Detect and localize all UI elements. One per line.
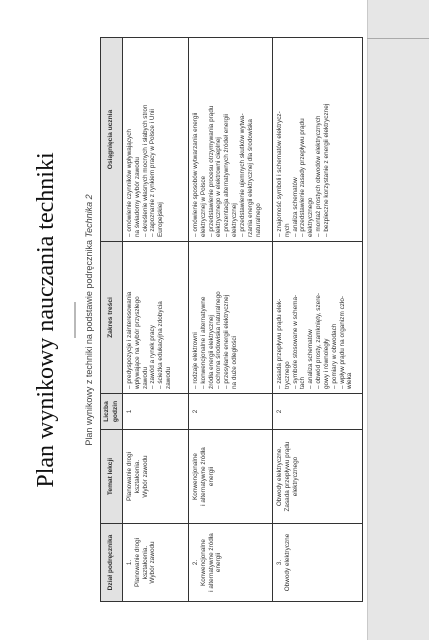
title-rule xyxy=(74,302,76,338)
list-item: – przedstawienie procesu otrzymywania prądu elektrycznego w elektrowni cieplnej xyxy=(207,105,223,237)
outcomes-cell-list xyxy=(192,42,262,237)
content-cell-list xyxy=(192,246,239,389)
list-item: – obwód prosty, zamknięty, szere- gowy i równoległy xyxy=(315,292,330,389)
header-outcomes: Osiągnięcia ucznia xyxy=(101,38,123,242)
table-row xyxy=(189,38,273,602)
header-content: Zakres treści xyxy=(101,242,123,394)
content-cell-list xyxy=(126,246,173,389)
outcomes-cell-list xyxy=(126,42,165,237)
plan-table xyxy=(100,37,363,602)
list-item: – ścieżka edukacyjna zdobycia zawodu xyxy=(157,301,173,389)
section-cell: 3. Obwody elektryczne xyxy=(273,524,363,602)
list-item: – bezpieczne korzystanie z energii elektrycznej xyxy=(322,103,330,237)
list-item: – montaż prostych obwodów elektrycznych xyxy=(315,115,323,237)
list-item: – określenie własnych mocnych i słabych stron xyxy=(141,104,149,237)
list-item: – omówienie sposobów wytwarzania energii elektrycznej w Polsce xyxy=(192,112,207,237)
header-section: Dział podręcznika xyxy=(101,524,123,602)
list-item: – znajomość symboli i schematów elektrycz- nych xyxy=(276,111,291,237)
list-item: – prezentacja alternatywnych źródeł energii elektrycznej xyxy=(223,114,239,237)
list-item: – symbole stosowane w schema- tach xyxy=(291,294,307,389)
section-cell: 1. Planowanie drogi kształcenia. Wybór zawodu xyxy=(123,524,189,602)
list-item: – zapoznanie z rynkiem pracy w Polsce i Unii Europejskiej xyxy=(149,109,165,237)
content-cell xyxy=(189,242,273,394)
page-title: Plan wynikowy nauczania techniki xyxy=(33,152,59,488)
list-item: – analiza schematów xyxy=(307,329,315,389)
hours-cell: 2 xyxy=(189,394,273,430)
book-title: Technika 2 xyxy=(84,194,94,238)
list-item: – zasada przepływu prądu elek- trycznego xyxy=(276,298,291,389)
table-header-row xyxy=(101,38,123,602)
hours-cell: 2 xyxy=(273,394,363,430)
topic-cell: Konwencjonalne i alternatywne źródła energii xyxy=(189,430,273,524)
list-item: – ochrona środowiska naturalnego xyxy=(215,291,223,389)
outcomes-cell xyxy=(123,38,189,242)
table-row xyxy=(123,38,189,602)
list-item: – przedstawienie ujemnych skutków wytwa- rzania energii elektrycznej dla środowiska naturalnego xyxy=(238,113,262,237)
list-item: – pomiary w obwodach xyxy=(330,323,338,389)
topic-cell: Obwody elektryczne. Zasada przepływu prądu elektrycznego xyxy=(273,430,363,524)
list-item: – omówienie czynników wpływających na świadomy wybór zawodu xyxy=(126,129,141,237)
list-item: – zawód a rynek pracy xyxy=(149,325,157,389)
content-cell xyxy=(123,242,189,394)
list-item: – rodzaje elektrowni xyxy=(192,332,199,389)
content-cell xyxy=(273,242,363,394)
header-topic: Temat lekcji xyxy=(101,430,123,524)
list-item: – przesyłanie energii elektrycznej na duże odległości xyxy=(223,294,239,389)
list-item: – analiza schematów xyxy=(291,177,299,237)
header-hours: Liczba godzin xyxy=(101,394,123,430)
list-item: – konwencjonalne i alternatywne źródła energii elektrycznej xyxy=(199,296,215,389)
content-cell-list xyxy=(276,246,354,389)
hours-cell: 1 xyxy=(123,394,189,430)
section-cell: 2. Konwencjonalne i alternatywne źródła energii xyxy=(189,524,273,602)
outcomes-cell xyxy=(273,38,363,242)
topic-cell: Planowanie drogi kształcenia. Wybór zawodu xyxy=(123,430,189,524)
list-item: – predyspozycje i zainteresowania wpływające na wybór przyszłego zawodu xyxy=(126,291,149,389)
list-item: – wpływ prądu na organizm czło- wieka xyxy=(338,295,354,389)
list-item: – przedstawienie zasady przepływu prądu elektrycznego xyxy=(299,118,315,237)
page-subtitle: Plan wynikowy z techniki na podstawie podręcznika Technika 2 xyxy=(84,194,94,446)
outcomes-cell-list xyxy=(276,42,331,237)
table-row xyxy=(273,38,363,602)
outcomes-cell xyxy=(189,38,273,242)
